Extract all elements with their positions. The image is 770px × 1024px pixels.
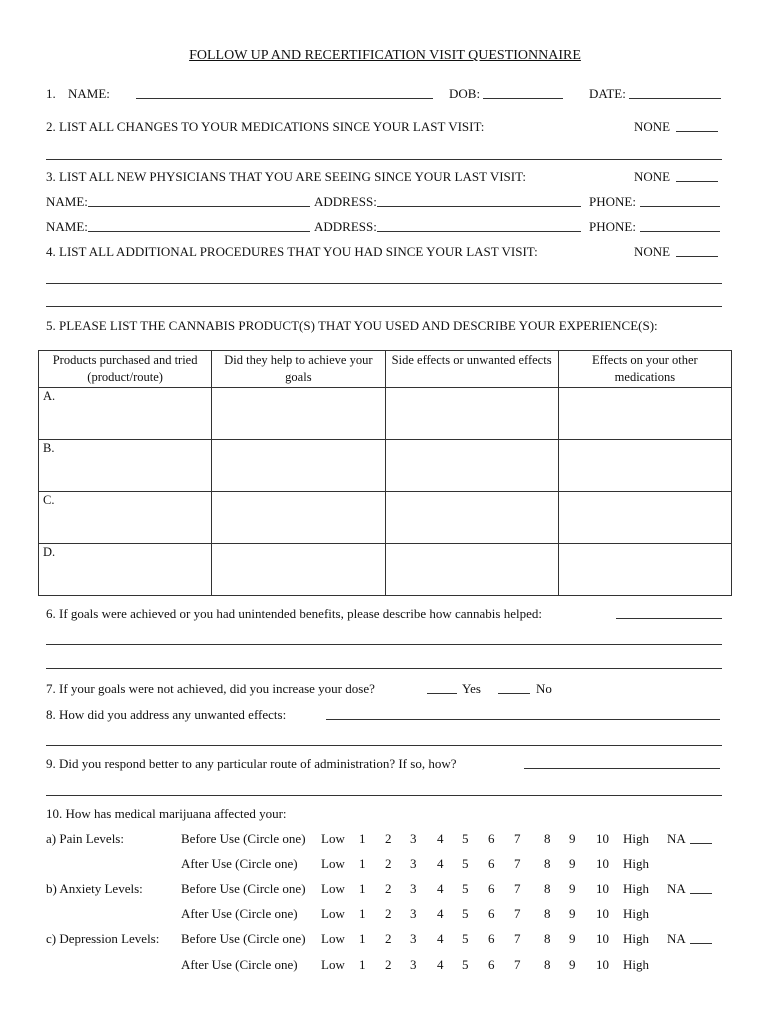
q8-field[interactable] xyxy=(326,707,720,720)
scale-na-label: NA xyxy=(667,881,686,896)
scale-option-3[interactable]: 3 xyxy=(410,881,417,896)
q2-none-field[interactable] xyxy=(676,119,718,132)
scale-option-7[interactable]: 7 xyxy=(514,856,521,871)
scale-na-label: NA xyxy=(667,831,686,846)
scale-low-label: Low xyxy=(321,831,345,846)
scale-high-label: High xyxy=(623,831,649,846)
q9-field[interactable] xyxy=(524,756,720,769)
row-label-b[interactable]: B. xyxy=(39,440,212,492)
scale-option-6[interactable]: 6 xyxy=(488,831,495,846)
q7-text: 7. If your goals were not achieved, did you increase your dose? xyxy=(46,681,375,696)
scale-high-label: High xyxy=(623,906,649,921)
scale-option-10[interactable]: 10 xyxy=(596,931,609,946)
q10-text: 10. How has medical marijuana affected your: xyxy=(46,806,287,821)
physician2-name-label: NAME: xyxy=(46,219,88,234)
scale-option-4[interactable]: 4 xyxy=(437,906,444,921)
q7-no-label: No xyxy=(536,681,552,696)
scale-option-2[interactable]: 2 xyxy=(385,957,392,972)
scale-option-3[interactable]: 3 xyxy=(410,957,417,972)
column-header-products: Products purchased and tried (product/route) xyxy=(39,351,212,388)
form-title: FOLLOW UP AND RECERTIFICATION VISIT QUESTIONNAIRE xyxy=(189,48,581,63)
q9-text: 9. Did you respond better to any particular route of administration? If so, how? xyxy=(46,756,457,771)
q4-answer-line-1[interactable] xyxy=(46,283,722,284)
scale-option-1[interactable]: 1 xyxy=(359,881,366,896)
scale-na-label: NA xyxy=(667,931,686,946)
scale-option-2[interactable]: 2 xyxy=(385,856,392,871)
q1-name-label: NAME: xyxy=(68,86,110,101)
scale-option-7[interactable]: 7 xyxy=(514,906,521,921)
scale-option-6[interactable]: 6 xyxy=(488,856,495,871)
scale-option-7[interactable]: 7 xyxy=(514,881,521,896)
table-header-row xyxy=(39,351,732,388)
scale-option-6[interactable]: 6 xyxy=(488,931,495,946)
scale-category-label: a) Pain Levels: xyxy=(46,831,124,846)
scale-option-6[interactable]: 6 xyxy=(488,906,495,921)
scale-option-3[interactable]: 3 xyxy=(410,856,417,871)
scale-category-label: b) Anxiety Levels: xyxy=(46,881,143,896)
table-cell[interactable] xyxy=(385,544,558,596)
table-cell[interactable] xyxy=(212,544,385,596)
q2-none-label: NONE xyxy=(634,119,671,134)
scale-low-label: Low xyxy=(321,856,345,871)
physician2-address-field[interactable] xyxy=(377,219,581,232)
scale-na-field[interactable] xyxy=(690,831,712,844)
q9-answer-line[interactable] xyxy=(46,795,722,796)
scale-category-label: c) Depression Levels: xyxy=(46,931,160,946)
after-use-label: After Use (Circle one) xyxy=(181,856,298,871)
scale-high-label: High xyxy=(623,957,649,972)
physician1-address-field[interactable] xyxy=(377,194,581,207)
scale-option-6[interactable]: 6 xyxy=(488,881,495,896)
physician1-phone-label: PHONE: xyxy=(589,194,636,209)
physician2-phone-label: PHONE: xyxy=(589,219,636,234)
table-cell[interactable] xyxy=(558,544,731,596)
scale-option-4[interactable]: 4 xyxy=(437,856,444,871)
scale-option-1[interactable]: 1 xyxy=(359,906,366,921)
scale-option-5[interactable]: 5 xyxy=(462,931,469,946)
after-use-label: After Use (Circle one) xyxy=(181,957,298,972)
table-cell[interactable] xyxy=(385,440,558,492)
date-label: DATE: xyxy=(589,86,626,101)
dob-field[interactable] xyxy=(483,86,563,99)
scale-option-7[interactable]: 7 xyxy=(514,831,521,846)
scale-option-8[interactable]: 8 xyxy=(544,856,551,871)
q2-answer-line[interactable] xyxy=(46,159,722,160)
column-header-goals: Did they help to achieve your goals xyxy=(212,351,385,388)
q6-answer-line-2[interactable] xyxy=(46,668,722,669)
before-use-label: Before Use (Circle one) xyxy=(181,931,306,946)
q2-text: 2. LIST ALL CHANGES TO YOUR MEDICATIONS SINCE YOUR LAST VISIT: xyxy=(46,119,485,134)
scale-option-9[interactable]: 9 xyxy=(569,957,576,972)
scale-option-3[interactable]: 3 xyxy=(410,831,417,846)
scale-low-label: Low xyxy=(321,881,345,896)
scale-option-9[interactable]: 9 xyxy=(569,831,576,846)
row-label-a[interactable]: A. xyxy=(39,388,212,440)
table-row xyxy=(39,440,732,492)
physician1-name-field[interactable] xyxy=(88,194,310,207)
scale-na-field[interactable] xyxy=(690,881,712,894)
physician2-name-field[interactable] xyxy=(88,219,310,232)
scale-option-4[interactable]: 4 xyxy=(437,957,444,972)
scale-low-label: Low xyxy=(321,906,345,921)
scale-option-8[interactable]: 8 xyxy=(544,957,551,972)
q6-answer-line-1[interactable] xyxy=(46,644,722,645)
physician2-address-label: ADDRESS: xyxy=(314,219,377,234)
scale-option-4[interactable]: 4 xyxy=(437,931,444,946)
dob-label: DOB: xyxy=(449,86,481,101)
physician1-phone-field[interactable] xyxy=(640,194,720,207)
q4-text: 4. LIST ALL ADDITIONAL PROCEDURES THAT YOU HAD SINCE YOUR LAST VISIT: xyxy=(46,244,538,259)
scale-option-8[interactable]: 8 xyxy=(544,881,551,896)
scale-option-8[interactable]: 8 xyxy=(544,906,551,921)
scale-low-label: Low xyxy=(321,931,345,946)
table-cell[interactable] xyxy=(212,440,385,492)
scale-option-5[interactable]: 5 xyxy=(462,906,469,921)
scale-option-5[interactable]: 5 xyxy=(462,957,469,972)
scale-option-5[interactable]: 5 xyxy=(462,856,469,871)
table-row xyxy=(39,492,732,544)
row-label-c[interactable]: C. xyxy=(39,492,212,544)
column-header-other-medications: Effects on your other medications xyxy=(558,351,731,388)
q3-none-label: NONE xyxy=(634,169,671,184)
scale-option-2[interactable]: 2 xyxy=(385,906,392,921)
table-cell[interactable] xyxy=(212,492,385,544)
q4-none-label: NONE xyxy=(634,244,671,259)
scale-option-7[interactable]: 7 xyxy=(514,931,521,946)
scale-na-field[interactable] xyxy=(690,931,712,944)
q8-text: 8. How did you address any unwanted effects: xyxy=(46,707,287,722)
after-use-label: After Use (Circle one) xyxy=(181,906,298,921)
date-field[interactable] xyxy=(629,86,721,99)
q4-none-field[interactable] xyxy=(676,244,718,257)
table-cell[interactable] xyxy=(558,492,731,544)
scale-option-9[interactable]: 9 xyxy=(569,881,576,896)
physician1-address-label: ADDRESS: xyxy=(314,194,377,209)
table-cell[interactable] xyxy=(385,492,558,544)
scale-high-label: High xyxy=(623,931,649,946)
scale-low-label: Low xyxy=(321,957,345,972)
scale-option-5[interactable]: 5 xyxy=(462,881,469,896)
physician1-name-label: NAME: xyxy=(46,194,88,209)
name-field[interactable] xyxy=(136,86,433,99)
before-use-label: Before Use (Circle one) xyxy=(181,881,306,896)
table-cell[interactable] xyxy=(212,388,385,440)
scale-option-3[interactable]: 3 xyxy=(410,906,417,921)
q1-number: 1. xyxy=(46,86,56,101)
scale-option-4[interactable]: 4 xyxy=(437,831,444,846)
q7-yes-label: Yes xyxy=(462,681,481,696)
physician2-phone-field[interactable] xyxy=(640,219,720,232)
scale-high-label: High xyxy=(623,856,649,871)
q8-answer-line[interactable] xyxy=(46,745,722,746)
scale-option-4[interactable]: 4 xyxy=(437,881,444,896)
table-row xyxy=(39,544,732,596)
table-row xyxy=(39,388,732,440)
scale-option-9[interactable]: 9 xyxy=(569,856,576,871)
scale-option-8[interactable]: 8 xyxy=(544,831,551,846)
scale-option-10[interactable]: 10 xyxy=(596,957,609,972)
scale-option-2[interactable]: 2 xyxy=(385,881,392,896)
scale-high-label: High xyxy=(623,881,649,896)
q3-none-field[interactable] xyxy=(676,169,718,182)
row-label-d[interactable]: D. xyxy=(39,544,212,596)
table-cell[interactable] xyxy=(558,440,731,492)
cannabis-products-table xyxy=(38,350,732,596)
scale-option-10[interactable]: 10 xyxy=(596,881,609,896)
scale-option-1[interactable]: 1 xyxy=(359,931,366,946)
q4-answer-line-2[interactable] xyxy=(46,306,722,307)
q3-text: 3. LIST ALL NEW PHYSICIANS THAT YOU ARE SEEING SINCE YOUR LAST VISIT: xyxy=(46,169,527,184)
q7-no-field[interactable] xyxy=(498,681,530,694)
q5-text: 5. PLEASE LIST THE CANNABIS PRODUCT(S) THAT YOU USED AND DESCRIBE YOUR EXPERIENCE(S): xyxy=(46,318,658,333)
column-header-side-effects: Side effects or unwanted effects xyxy=(385,351,558,388)
scale-option-9[interactable]: 9 xyxy=(569,906,576,921)
q6-text: 6. If goals were achieved or you had unintended benefits, please describe how cannabis helped: xyxy=(46,606,542,621)
scale-option-10[interactable]: 10 xyxy=(596,831,609,846)
scale-option-2[interactable]: 2 xyxy=(385,831,392,846)
scale-option-3[interactable]: 3 xyxy=(410,931,417,946)
scale-option-1[interactable]: 1 xyxy=(359,957,366,972)
scale-option-2[interactable]: 2 xyxy=(385,931,392,946)
q7-yes-field[interactable] xyxy=(427,681,457,694)
scale-option-1[interactable]: 1 xyxy=(359,831,366,846)
q6-field[interactable] xyxy=(616,606,722,619)
table-cell[interactable] xyxy=(385,388,558,440)
scale-option-9[interactable]: 9 xyxy=(569,931,576,946)
table-cell[interactable] xyxy=(558,388,731,440)
scale-option-8[interactable]: 8 xyxy=(544,931,551,946)
scale-option-7[interactable]: 7 xyxy=(514,957,521,972)
scale-option-10[interactable]: 10 xyxy=(596,906,609,921)
scale-option-1[interactable]: 1 xyxy=(359,856,366,871)
scale-option-6[interactable]: 6 xyxy=(488,957,495,972)
scale-option-5[interactable]: 5 xyxy=(462,831,469,846)
before-use-label: Before Use (Circle one) xyxy=(181,831,306,846)
scale-option-10[interactable]: 10 xyxy=(596,856,609,871)
